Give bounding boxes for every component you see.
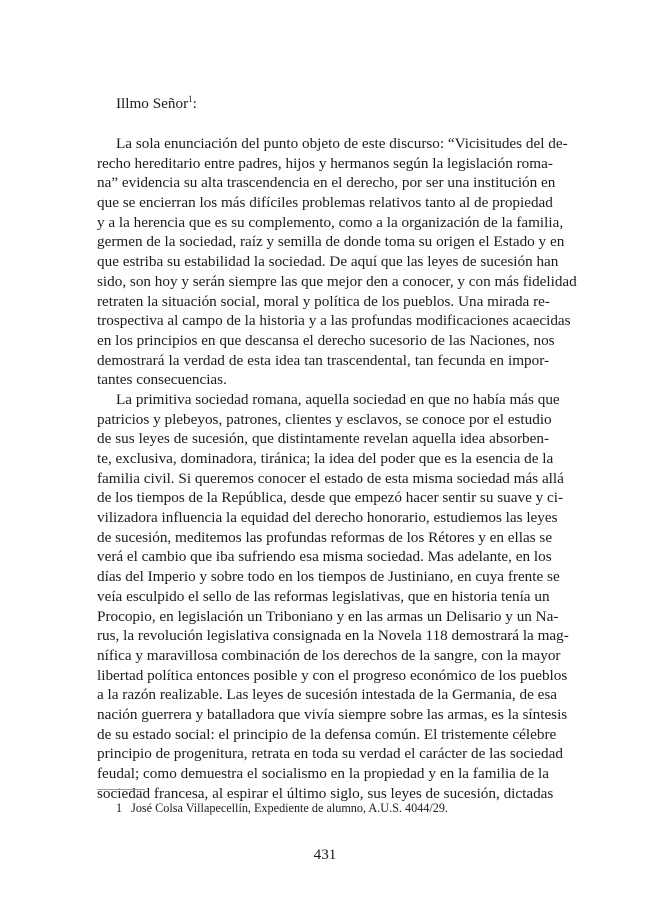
salutation-text: Illmo Señor [116,95,189,112]
salutation [116,94,197,114]
text-line: na” evidencia su alta trascendencia en el derecho, por ser una institución en [97,174,556,192]
footnote-reference[interactable]: 1 [188,93,193,104]
text-line: trospectiva al campo de la historia y a las profundas modificaciones acaecidas [97,312,571,330]
text-line: demostrará la verdad de esta idea tan trascendental, tan fecunda en impor- [97,351,549,369]
text-line: Procopio, en legislación un Triboniano y en las armas un Delisario y un Na- [97,607,559,625]
text-line: sociedad francesa, al espirar el último siglo, sus leyes de sucesión, dictadas [97,784,554,802]
text-line: sido, son hoy y serán siempre las que mejor den a conocer, y con más fidelidad [97,272,577,290]
text-line: nación guerrera y batalladora que vivía siempre sobre las armas, es la síntesis [97,705,568,723]
text-line: de su estado social: el principio de la defensa común. El tristemente célebre [97,725,557,743]
salutation-colon: : [192,95,197,112]
page-number: 431 [313,846,337,863]
text-line: La primitiva sociedad romana, aquella sociedad en que no había más que [116,390,560,408]
text-line: días del Imperio y sobre todo en los tiempos de Justiniano, en cuya frente se [97,568,560,586]
text-line: patricios y plebeyos, patrones, clientes y esclavos, se conoce por el estudio [97,410,552,428]
text-line: germen de la sociedad, raíz y semilla de donde toma su origen el Estado y en [97,233,565,251]
text-line: que se encierran los más difíciles problemas relativos tanto al de propiedad [97,194,553,212]
text-line: rus, la revolución legislativa consignada en la Novela 118 demostrará la mag- [97,627,569,645]
text-line: en los principios en que descansa el derecho sucesorio de las Naciones, nos [97,331,555,349]
text-line: de sus leyes de sucesión, que distintamente revelan aquella idea absorben- [97,430,549,448]
text-line: veía esculpido el sello de las reformas legislativas, que en historia tenía un [97,587,550,605]
text-line: tantes consecuencias. [97,371,227,389]
footnote-text: José Colsa Villapecellín, Expediente de alumno, A.U.S. 4044/29. [131,801,448,815]
text-line: de sucesión, meditemos las profundas reformas de los Rétores y en ellas se [97,528,553,546]
text-line: retraten la situación social, moral y política de los pueblos. Una mirada re- [97,292,550,310]
footnote [116,800,448,816]
text-line: nífica y maravillosa combinación de los derechos de la sangre, con la mayor [97,646,561,664]
text-line: La sola enunciación del punto objeto de este discurso: “Vicisitudes del de- [116,135,568,152]
paragraph-2 [97,390,569,803]
text-line: recho hereditario entre padres, hijos y hermanos según la legislación roma- [97,154,553,172]
text-line: libertad política entonces posible y con el progreso económico de los pueblos [97,666,568,684]
text-line: a la razón realizable. Las leyes de sucesión intestada de la Germania, de esa [97,686,558,704]
text-line: que estriba su estabilidad la sociedad. De aquí que las leyes de sucesión han [97,253,559,271]
text-line: principio de progenitura, retrata en toda su verdad el carácter de las sociedad [97,745,563,763]
text-line: de los tiempos de la República, desde que empezó hacer sentir su suave y ci- [97,489,564,507]
text-line: familia civil. Si queremos conocer el estado de esta misma sociedad más allá [97,469,564,487]
footnote-number: 1 [116,801,123,815]
text-line: verá el cambio que iba sufriendo esa misma sociedad. Mas adelante, en los [97,548,552,566]
text-line: te, exclusiva, dominadora, tiránica; la idea del poder que es la esencia de la [97,450,554,467]
footnote-divider [97,789,145,790]
text-line: vilizadora influencia la equidad del derecho honorario, estudiemos las leyes [97,509,558,527]
body-text [97,134,577,803]
paragraph-1 [97,134,577,390]
text-line: feudal; como demuestra el socialismo en la propiedad y en la familia de la [97,765,549,782]
text-line: y a la herencia que es su complemento, como a la organización de la familia, [97,213,564,231]
